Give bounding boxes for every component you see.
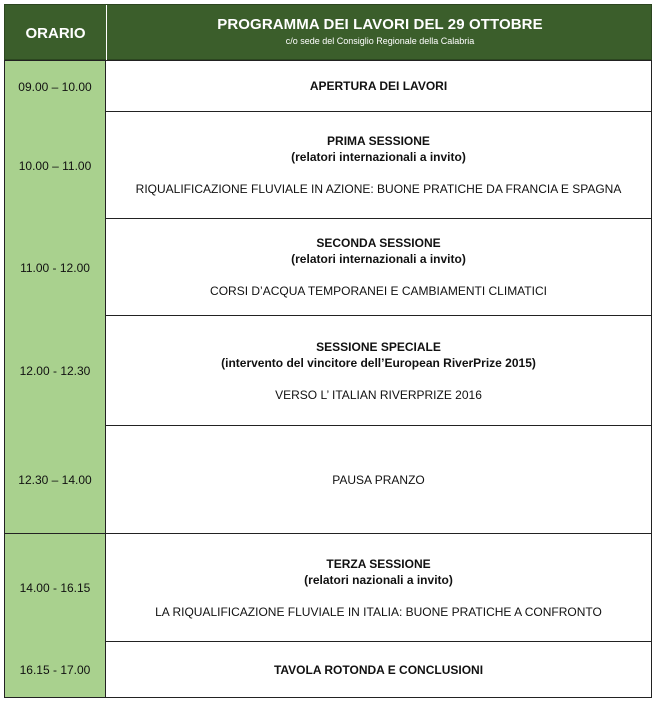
session-description: CORSI D’ACQUA TEMPORANEI E CAMBIAMENTI CLIMATICI bbox=[210, 284, 547, 298]
session-subtitle: (relatori internazionali a invito) bbox=[291, 252, 466, 266]
time-cell: 10.00 – 11.00 bbox=[4, 112, 106, 219]
time-cell: 09.00 – 10.00 bbox=[4, 60, 106, 112]
orario-header: ORARIO bbox=[5, 5, 107, 61]
session-cell bbox=[106, 642, 652, 698]
session-cell bbox=[106, 316, 652, 426]
table-row bbox=[4, 534, 652, 642]
table-row bbox=[4, 112, 652, 219]
time-cell: 16.15 - 17.00 bbox=[4, 642, 106, 698]
session-title: SECONDA SESSIONE bbox=[316, 236, 441, 250]
table-row bbox=[4, 60, 652, 112]
session-title: APERTURA DEI LAVORI bbox=[309, 79, 448, 93]
table-row bbox=[4, 426, 652, 534]
session-description: LA RIQUALIFICAZIONE FLUVIALE IN ITALIA: BUONE PRATICHE A CONFRONTO bbox=[155, 604, 602, 619]
time-cell: 14.00 - 16.15 bbox=[4, 534, 106, 642]
session-title: TERZA SESSIONE bbox=[326, 556, 431, 571]
session-title: SESSIONE SPECIALE bbox=[316, 339, 441, 354]
time-cell: 11.00 - 12.00 bbox=[4, 219, 106, 316]
table-row bbox=[4, 219, 652, 316]
programme-venue: c/o sede del Consiglio Regionale della Calabria bbox=[285, 36, 475, 46]
time-cell: 12.30 – 14.00 bbox=[4, 426, 106, 534]
session-description: PAUSA PRANZO bbox=[332, 472, 425, 487]
table-row bbox=[4, 316, 652, 426]
session-subtitle: (relatori nazionali a invito) bbox=[304, 572, 453, 587]
session-cell bbox=[106, 60, 652, 112]
programme-title-cell bbox=[107, 5, 653, 61]
table-row bbox=[4, 642, 652, 698]
time-cell: 12.00 - 12.30 bbox=[4, 316, 106, 426]
session-subtitle: (relatori internazionali a invito) bbox=[291, 150, 466, 164]
session-cell bbox=[106, 219, 652, 316]
table-header bbox=[4, 4, 652, 60]
session-description: RIQUALIFICAZIONE FLUVIALE IN AZIONE: BUONE PRATICHE DA FRANCIA E SPAGNA bbox=[135, 182, 622, 196]
session-cell bbox=[106, 112, 652, 219]
programme-table bbox=[4, 4, 652, 698]
session-title: TAVOLA ROTONDA E CONCLUSIONI bbox=[273, 662, 484, 677]
session-description: VERSO L’ ITALIAN RIVERPRIZE 2016 bbox=[275, 387, 482, 402]
session-cell bbox=[106, 534, 652, 642]
programme-title: PROGRAMMA DEI LAVORI DEL 29 OTTOBRE bbox=[217, 16, 543, 33]
session-title: PRIMA SESSIONE bbox=[327, 134, 430, 148]
session-subtitle: (intervento del vincitore dell’European RiverPrize 2015) bbox=[221, 355, 536, 370]
session-cell bbox=[106, 426, 652, 534]
